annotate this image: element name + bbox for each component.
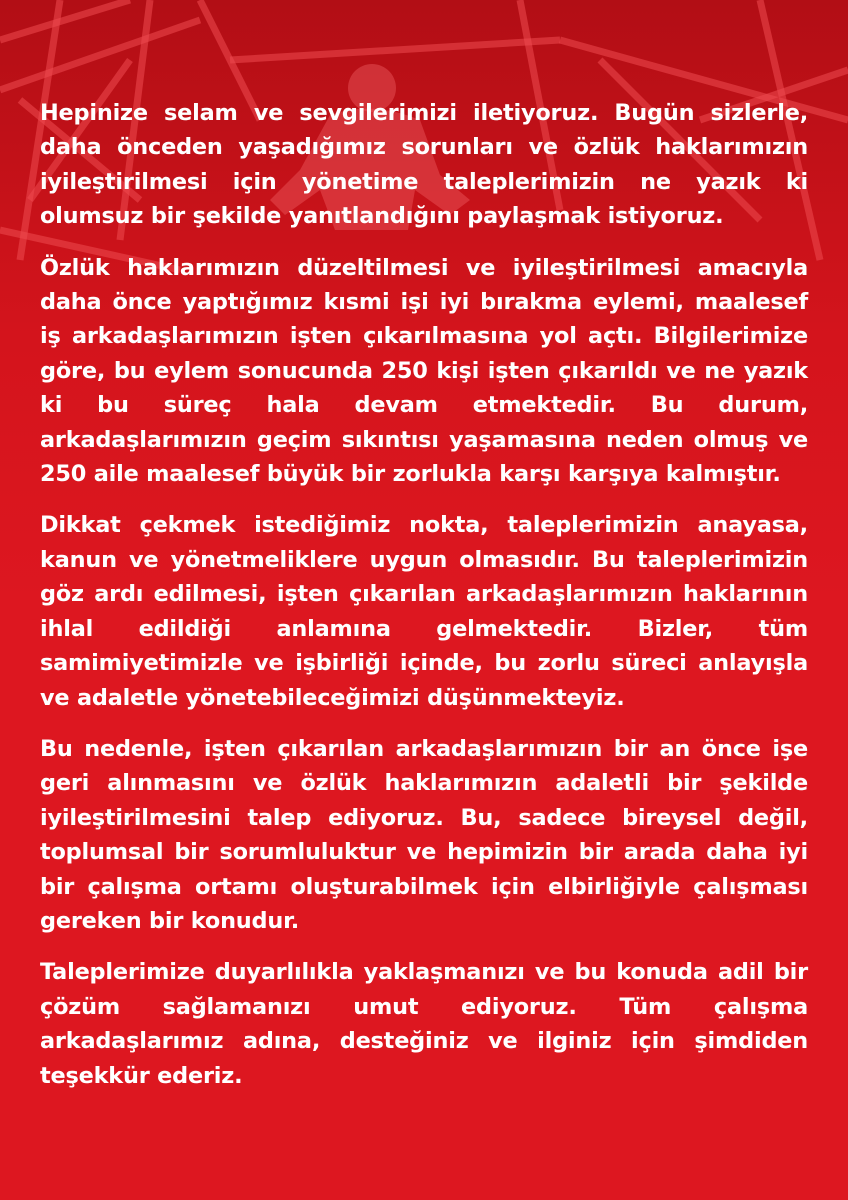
paragraph-demands: Bu nedenle, işten çıkarılan arkadaşlarımızın bir an önce işe geri alınmasını ve özlük haklarımızın adaletli bir şekilde iyileştirilmesini talep ediyoruz. Bu, sadece bireysel değil, toplumsal bir sorumluluktur ve hepimizin bir arada daha iyi bir çalışma ortamı oluşturabilmek için elbirliğiyle çalışması gereken bir konudur. — [40, 735, 808, 934]
paragraph-dismissals: Özlük haklarımızın düzeltilmesi ve iyileştirilmesi amacıyla daha önce yaptığımız kısmi işi iyi bırakma eylemi, maalesef iş arkadaşlarımızın işten çıkarılmasına yol açtı. Bilgilerimize göre, bu eylem sonucunda 250 kişi işten çıkarıldı ve ne yazık ki bu süreç hala devam etmektedir. Bu durum, arkadaşlarımızın geçim sıkıntısı yaşamasına neden olmuş ve 250 aile maalesef büyük bir zorlukla karşı karşıya kalmıştır. — [40, 254, 808, 488]
paragraph-legal-basis: Dikkat çekmek istediğimiz nokta, taleplerimizin anayasa, kanun ve yönetmeliklere uygun olmasıdır. Bu taleplerimizin göz ardı edilmesi, işten çıkarılan arkadaşlarımızın haklarının ihlal edildiği anlamına gelmektedir. Bizler, tüm samimiyetimizle ve işbirliği içinde, bu zorlu süreci anlayışla ve adaletle yönetebileceğimizi düşünmekteyiz. — [40, 512, 808, 711]
paragraph-closing: Taleplerimize duyarlılıkla yaklaşmanızı ve bu konuda adil bir çözüm sağlamanızı umut ediyoruz. Tüm çalışma arkadaşlarımız adına, desteğiniz ve ilginiz için şimdiden teşekkür ederiz. — [40, 959, 808, 1089]
letter-body — [40, 96, 808, 1110]
paragraph-greeting: Hepinize selam ve sevgilerimizi iletiyoruz. Bugün sizlerle, daha önceden yaşadığımız sorunları ve özlük haklarımızın iyileştirilmesi için yönetime taleplerimizin ne yazık ki olumsuz bir şekilde yanıtlandığını paylaşmak istiyoruz. — [40, 100, 808, 230]
